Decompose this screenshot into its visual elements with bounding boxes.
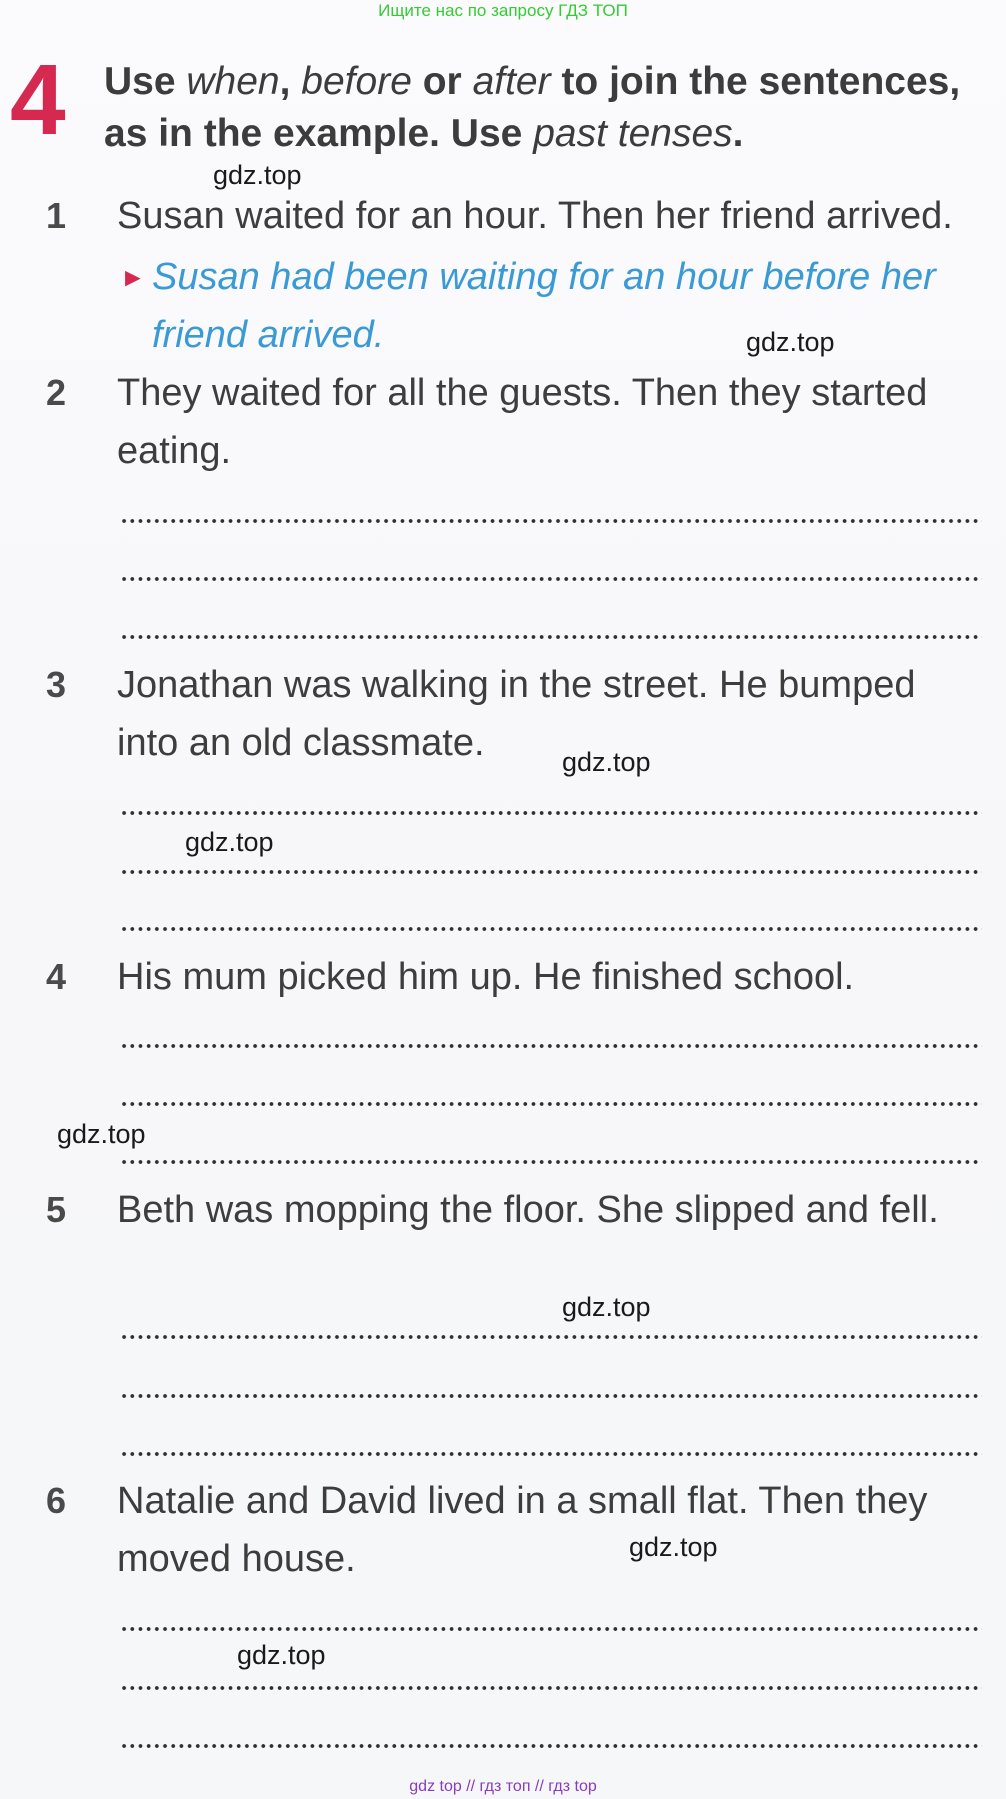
exercise-instruction (104, 56, 984, 160)
answer-line[interactable] (120, 1043, 982, 1049)
answer-line[interactable] (120, 1743, 982, 1749)
item-number: 1 (46, 195, 67, 236)
answer-line[interactable] (120, 1451, 982, 1457)
watermark: gdz.top (746, 327, 835, 357)
example-text: Susan had been waiting for an hour before her friend arrived. (152, 256, 936, 356)
watermark: gdz.top (562, 747, 651, 777)
instruction-text: or (411, 60, 473, 103)
item-number: 6 (46, 1480, 67, 1521)
answer-line[interactable] (120, 869, 982, 875)
answer-line[interactable] (120, 576, 982, 582)
instruction-text: , (279, 60, 302, 103)
answer-line[interactable] (120, 1685, 982, 1691)
item-sentence: Susan waited for an hour. Then her friend arrived. (117, 195, 953, 237)
item-number: 3 (46, 664, 67, 705)
item-number: 2 (46, 372, 67, 413)
item-sentence: Beth was mopping the floor. She slipped and fell. (117, 1189, 939, 1231)
watermark: gdz.top (562, 1292, 651, 1322)
instruction-text: . (732, 112, 744, 155)
answer-line[interactable] (120, 1393, 982, 1399)
item-sentence: Natalie and David lived in a small flat. Then they moved house. (117, 1480, 928, 1580)
answer-line[interactable] (120, 518, 982, 524)
instruction-text: Use (104, 60, 187, 103)
item-sentence: Jonathan was walking in the street. He bumped into an old classmate. (117, 664, 916, 764)
watermark: gdz.top (213, 160, 302, 190)
item-sentence: His mum picked him up. He finished school. (117, 956, 855, 998)
watermark: gdz.top (185, 827, 274, 857)
item-number: 5 (46, 1189, 67, 1230)
answer-line[interactable] (120, 1101, 982, 1107)
instruction-text: to join the sentences, as in the example. Use (104, 60, 961, 155)
top-banner[interactable]: Ищите нас по запросу ГДЗ ТОП (378, 1, 628, 20)
watermark: gdz.top (57, 1119, 146, 1149)
answer-line[interactable] (120, 1626, 982, 1632)
bottom-banner[interactable]: gdz top // гдз топ // гдз top (409, 1778, 597, 1795)
instruction-word-after: after (472, 60, 551, 103)
instruction-word-before: before (301, 60, 412, 103)
answer-line[interactable] (120, 810, 982, 816)
instruction-word-past-tenses: past tenses (533, 112, 733, 155)
answer-line[interactable] (120, 926, 982, 932)
arrow-icon: ► (120, 262, 146, 292)
answer-line[interactable] (120, 1334, 982, 1340)
item-number: 4 (46, 956, 67, 997)
item-sentence: They waited for all the guests. Then they started eating. (117, 372, 928, 472)
instruction-word-when: when (186, 60, 280, 103)
watermark: gdz.top (237, 1640, 326, 1670)
answer-line[interactable] (120, 1159, 982, 1165)
exercise-number: 4 (10, 44, 64, 156)
watermark: gdz.top (629, 1532, 718, 1562)
answer-line[interactable] (120, 634, 982, 640)
